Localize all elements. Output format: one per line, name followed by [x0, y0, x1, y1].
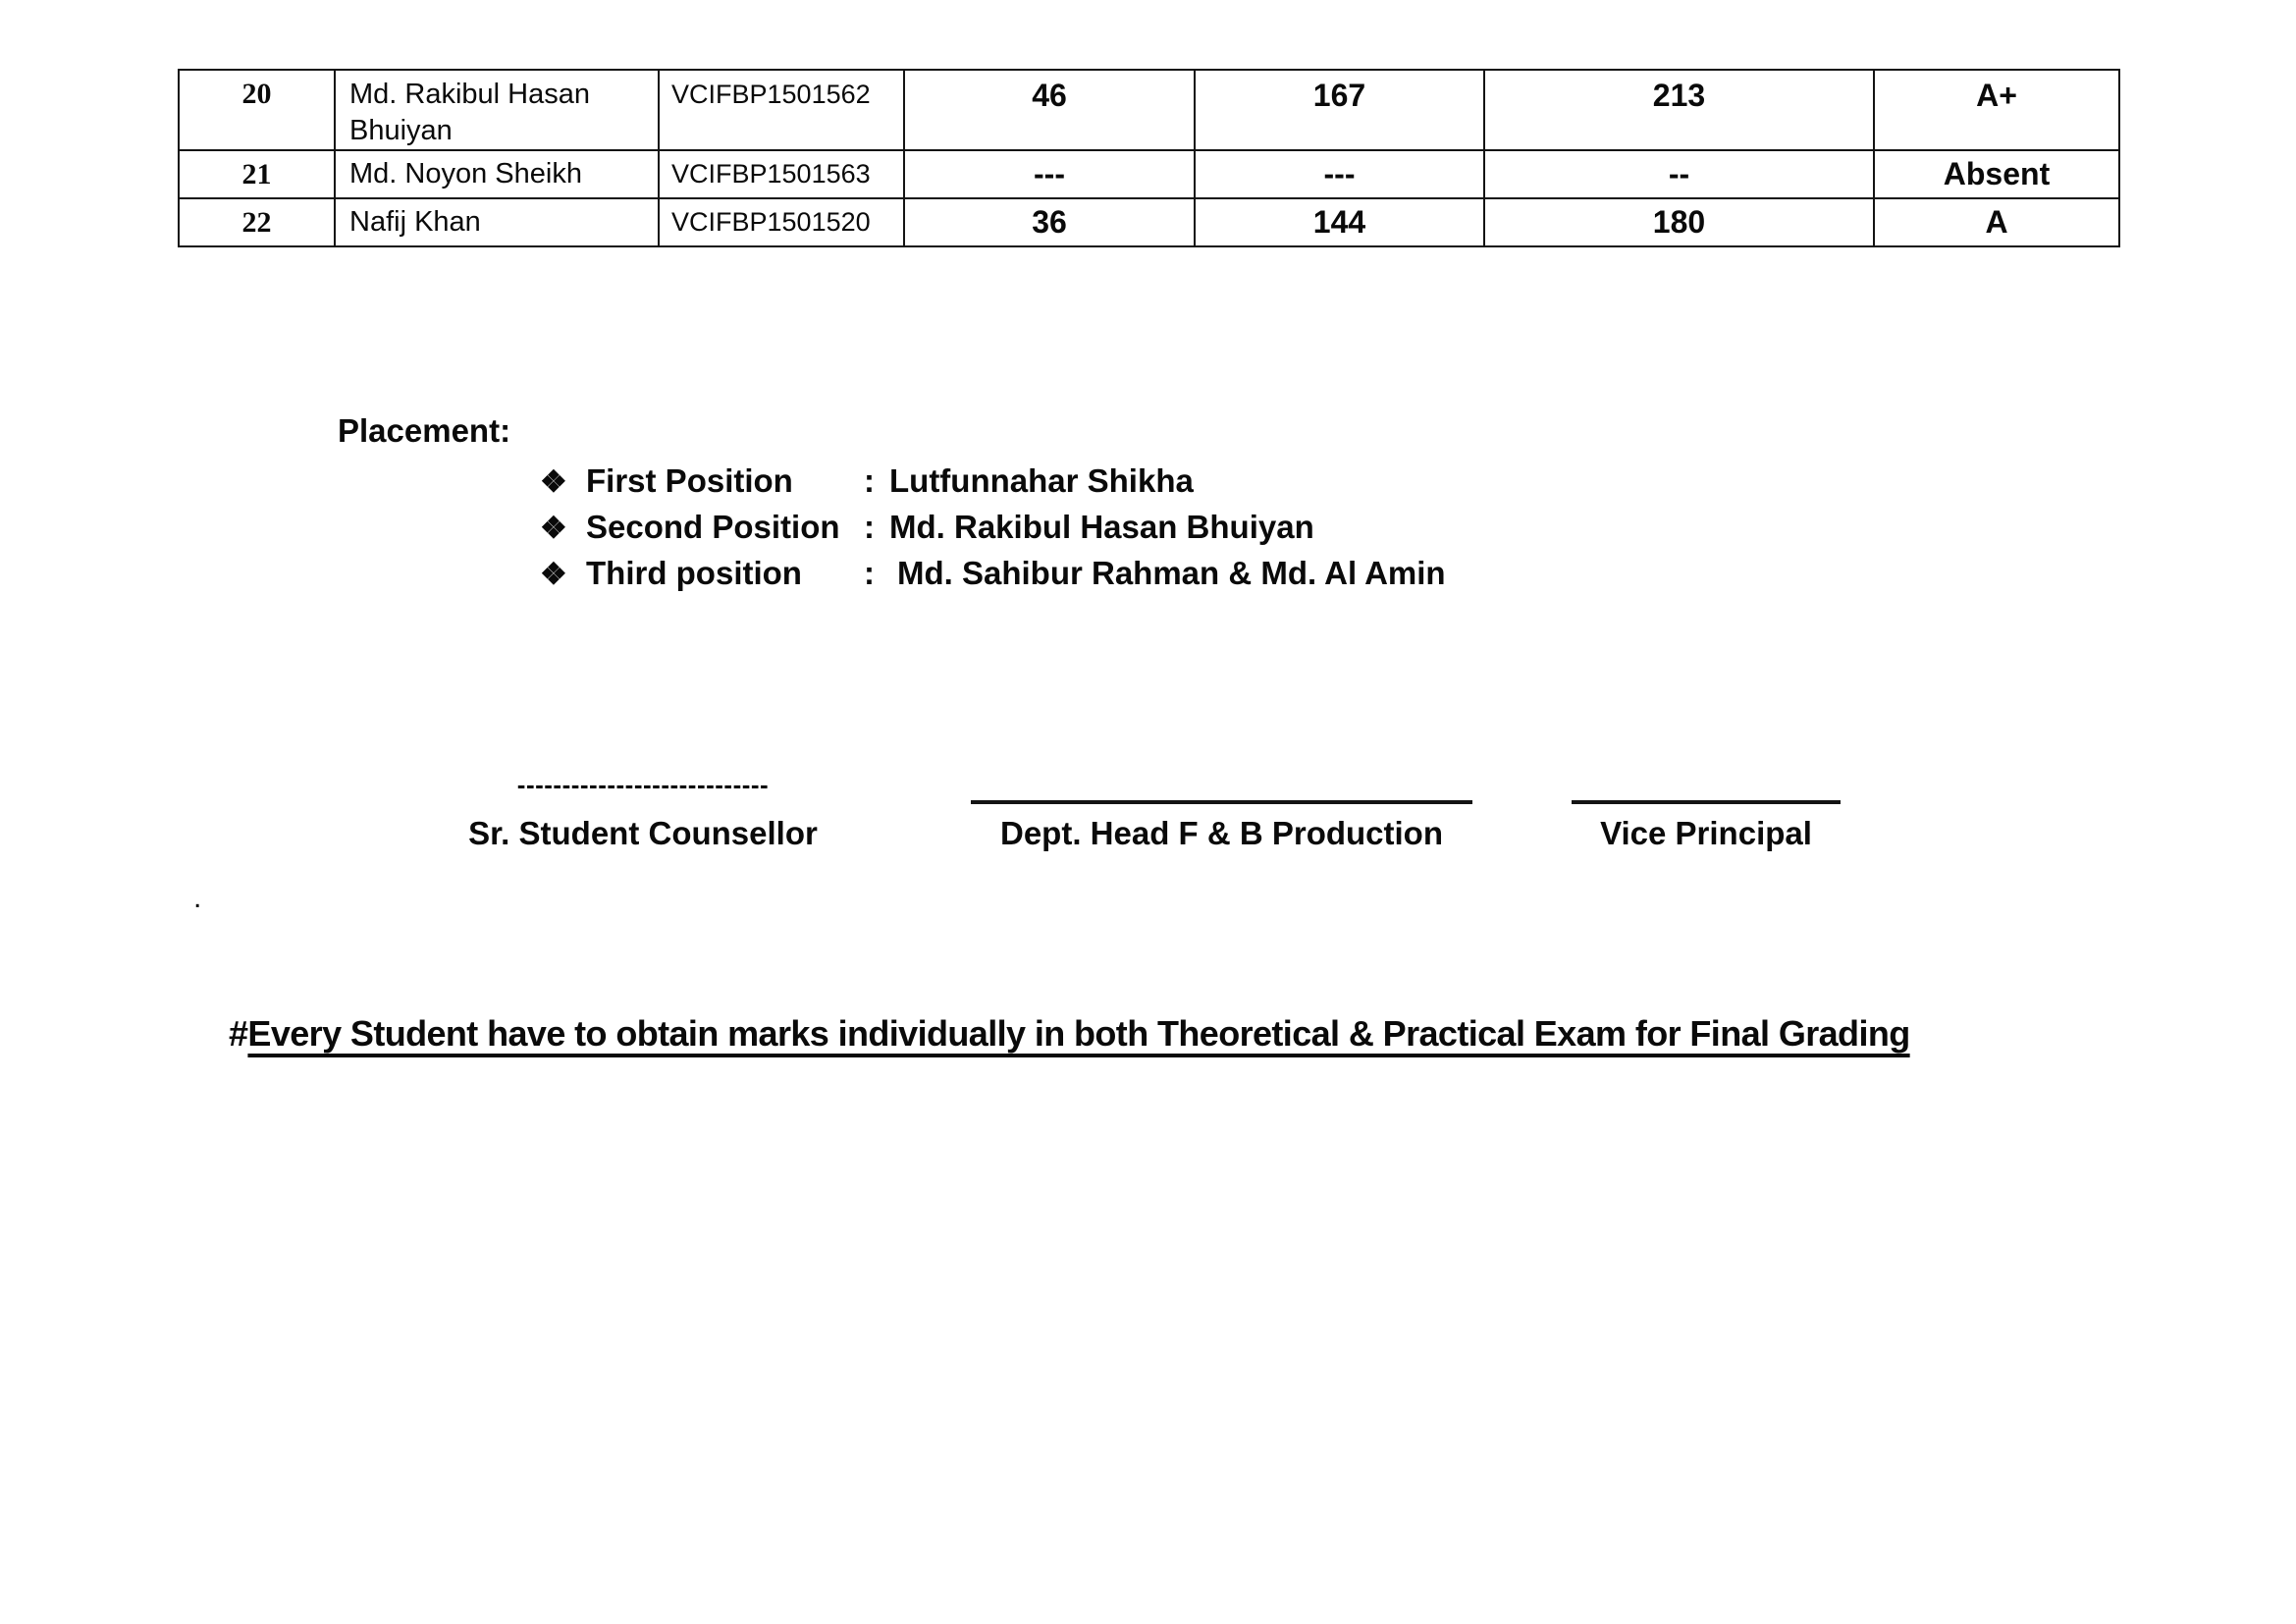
signature-block-vice-principal	[1572, 800, 1841, 852]
grade: A	[1874, 198, 2119, 246]
diamond-bullet-icon: ❖	[540, 557, 567, 591]
table-row	[179, 70, 2119, 150]
serial-number: 20	[179, 70, 335, 150]
total-marks: --	[1484, 150, 1874, 198]
footnote-hash-prefix: #	[229, 1013, 248, 1054]
placement-rank-label: Third position	[586, 555, 802, 591]
signature-block-dept-head	[971, 800, 1472, 852]
placement-item-first	[540, 458, 1446, 504]
placement-winner-name: Lutfunnahar Shikha	[889, 462, 1194, 499]
grade: Absent	[1874, 150, 2119, 198]
grading-footnote	[229, 1013, 1910, 1055]
footnote-text: Every Student have to obtain marks individually in both Theoretical & Practical Exam for Final Grading	[247, 1013, 1910, 1054]
student-id: VCIFBP1501520	[659, 198, 904, 246]
serial-number: 21	[179, 150, 335, 198]
signature-block-counsellor	[447, 772, 839, 852]
student-name: Md. Rakibul Hasan Bhuiyan	[335, 70, 659, 150]
placement-item-third	[540, 550, 1446, 596]
table-row	[179, 198, 2119, 246]
colon-separator: :	[864, 462, 875, 499]
grade-table	[178, 69, 2120, 247]
placement-winner-name: Md. Rakibul Hasan Bhuiyan	[889, 509, 1314, 545]
student-id: VCIFBP1501563	[659, 150, 904, 198]
student-name: Md. Noyon Sheikh	[335, 150, 659, 198]
total-marks: 213	[1484, 70, 1874, 150]
signature-title: Sr. Student Counsellor	[468, 815, 818, 851]
placement-item-second	[540, 504, 1446, 550]
theory-marks: 36	[904, 198, 1195, 246]
colon-separator: :	[864, 509, 875, 545]
practical-marks: 167	[1195, 70, 1484, 150]
solid-signature-line	[1572, 800, 1841, 804]
stray-period-mark: .	[193, 882, 202, 914]
grade: A+	[1874, 70, 2119, 150]
diamond-bullet-icon: ❖	[540, 464, 567, 499]
placement-winner-name: Md. Sahibur Rahman & Md. Al Amin	[897, 555, 1446, 591]
colon-separator: :	[864, 555, 875, 591]
student-name: Nafij Khan	[335, 198, 659, 246]
practical-marks: ---	[1195, 150, 1484, 198]
table-row	[179, 150, 2119, 198]
practical-marks: 144	[1195, 198, 1484, 246]
dashed-signature-line: ----------------------------	[516, 770, 770, 799]
theory-marks: ---	[904, 150, 1195, 198]
placement-rank-label: Second Position	[586, 509, 840, 545]
placement-list	[540, 458, 1446, 596]
total-marks: 180	[1484, 198, 1874, 246]
placement-rank-label: First Position	[586, 462, 793, 499]
signature-title: Dept. Head F & B Production	[999, 815, 1443, 851]
placement-heading: Placement:	[338, 412, 511, 449]
solid-signature-line	[971, 800, 1472, 804]
diamond-bullet-icon: ❖	[540, 511, 567, 545]
serial-number: 22	[179, 198, 335, 246]
theory-marks: 46	[904, 70, 1195, 150]
student-id: VCIFBP1501562	[659, 70, 904, 150]
signature-title: Vice Principal	[1600, 815, 1812, 851]
